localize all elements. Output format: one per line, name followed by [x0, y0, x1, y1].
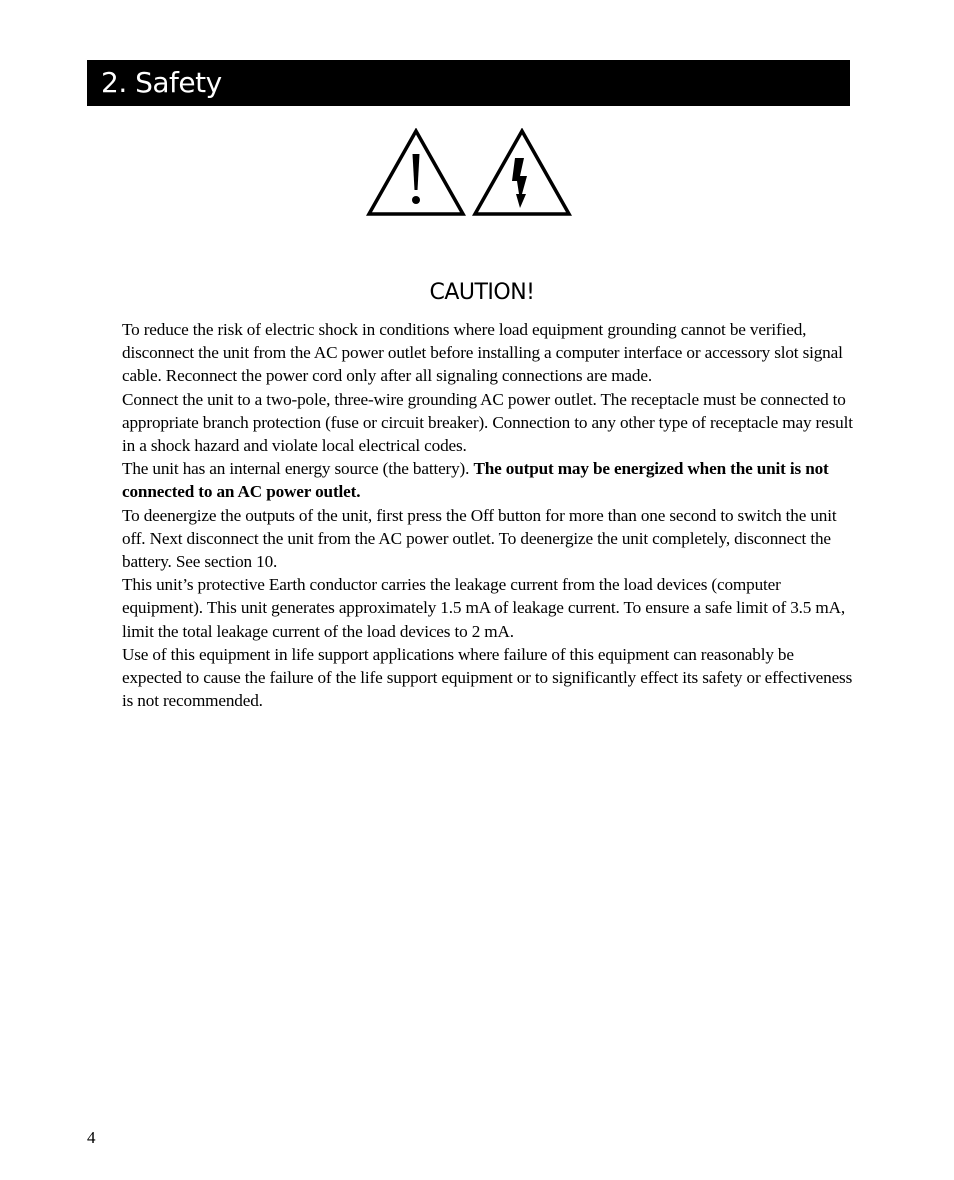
section-title: 2. Safety: [101, 66, 222, 99]
paragraph-life-support: Use of this equipment in life support applications where failure of this equipment can reasonably be expected to cause the failure of the life support equipment or to significantly effect its safety or effectiveness is not recommended.: [122, 644, 853, 711]
safety-text: [122, 318, 854, 712]
caution-heading: CAUTION!: [429, 280, 535, 305]
warning-exclamation-icon: [366, 128, 466, 218]
paragraph-internal-energy-bold: The output may be energized when the unit is not connected to an AC power outlet.: [122, 459, 829, 502]
electric-shock-icon: [472, 128, 572, 218]
section-header-bar: [87, 60, 850, 106]
safety-symbols: [366, 128, 572, 218]
paragraph-power-outlet: Connect the unit to a two-pole, three-wire grounding AC power outlet. The receptacle must be connected to appropriate branch protection (fuse or circuit breaker). Connection to any other type of receptacle may result in a shock hazard and violate local electrical codes.: [122, 389, 853, 456]
paragraph-internal-energy: [122, 457, 854, 503]
paragraph-deenergize: To deenergize the outputs of the unit, first press the Off button for more than one second to switch the unit off. Next disconnect the unit from the AC power outlet. To deenergize the unit completely, disconnect the battery. See section 10.: [122, 505, 837, 572]
paragraph-grounding-warning: To reduce the risk of electric shock in conditions where load equipment grounding cannot be verified, disconnect the unit from the AC power outlet before installing a computer interface or accessory slot signal cable. Reconnect the power cord only after all signaling connections are made.: [122, 320, 843, 386]
page-number: 4: [87, 1128, 96, 1147]
paragraph-leakage-current: This unit’s protective Earth conductor carries the leakage current from the load devices (computer equipment). This unit generates approximately 1.5 mA of leakage current. To ensure a safe limit of 3.5 mA, limit the total leakage current of the load devices to 2 mA.: [122, 575, 846, 641]
paragraph-internal-energy-text: The unit has an internal energy source (the battery).: [122, 459, 474, 479]
